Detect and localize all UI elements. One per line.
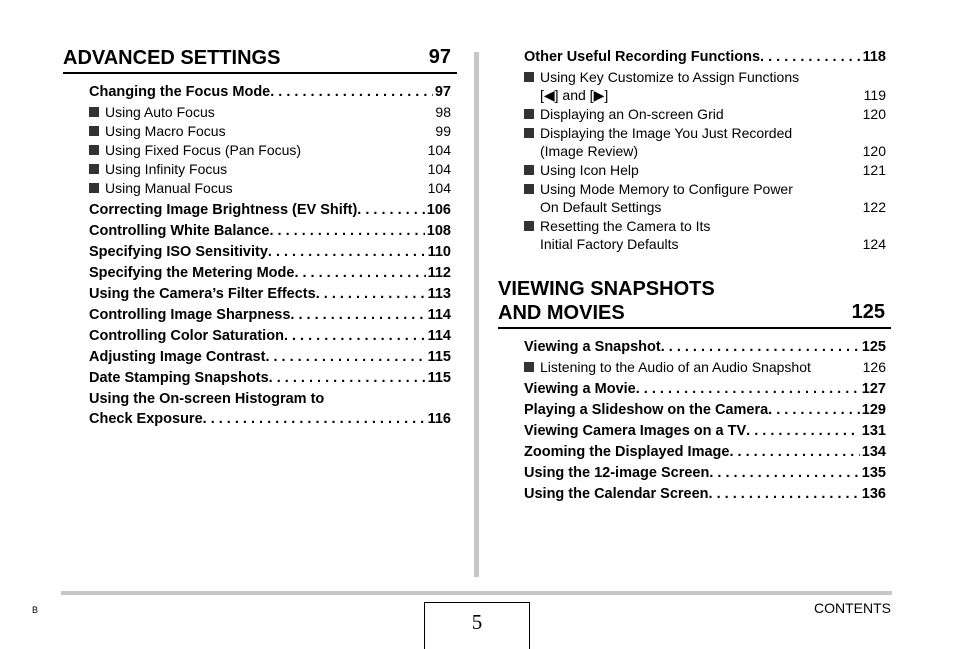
toc-subentry-title: Listening to the Audio of an Audio Snapshot (540, 359, 811, 375)
toc-subentry-page: 119 (863, 87, 886, 103)
footer-rule (61, 591, 892, 595)
toc-entry-page: 108 (426, 223, 451, 239)
toc-subentry-title: Using Infinity Focus (105, 161, 228, 177)
toc-subentry[interactable] (89, 103, 451, 121)
toc-entry[interactable] (524, 49, 886, 65)
toc-subentry[interactable] (524, 217, 886, 253)
toc-subentry-title: On Default Settings (540, 199, 662, 215)
toc-subentry[interactable] (89, 122, 451, 140)
bullet-square-icon (89, 107, 99, 117)
toc-entry-title: Using the 12-image Screen (524, 465, 710, 481)
toc-entry-title: Changing the Focus Mode (89, 84, 271, 100)
toc-subentry-title: Using Auto Focus (105, 104, 215, 120)
leader-dots (270, 84, 433, 100)
toc-entry[interactable] (524, 423, 886, 439)
toc-subentry[interactable] (524, 105, 886, 123)
toc-entry[interactable] (89, 244, 451, 260)
toc-entry[interactable] (524, 486, 886, 502)
bullet-square-icon (89, 126, 99, 136)
footer-contents-link[interactable]: CONTENTS (814, 600, 891, 616)
bullet-square-icon (89, 145, 99, 155)
toc-entry-title: Controlling Image Sharpness (89, 307, 291, 323)
toc-entry-page: 115 (427, 349, 451, 365)
toc-entry-page: 135 (861, 465, 886, 481)
toc-subentry[interactable] (524, 161, 886, 179)
toc-entry-title: Correcting Image Brightness (EV Shift) (89, 202, 358, 218)
toc-entry-title: Controlling White Balance (89, 223, 270, 239)
toc-subentry[interactable] (524, 68, 886, 104)
bullet-square-icon (524, 184, 534, 194)
toc-entry[interactable] (89, 223, 451, 239)
toc-entry-page: 118 (862, 49, 886, 65)
corner-mark: B (32, 605, 39, 615)
toc-entry[interactable] (89, 391, 451, 427)
toc-list-right (524, 339, 886, 502)
leader-dots (316, 286, 426, 302)
leader-dots (768, 402, 860, 418)
toc-subentry-title: [◀] and [▶] (540, 87, 609, 103)
leader-dots (265, 349, 425, 365)
section-title: ADVANCED SETTINGS (63, 47, 281, 69)
toc-entry-page: 97 (434, 84, 451, 100)
toc-entry-page: 115 (427, 370, 451, 386)
toc-entry-page: 131 (861, 423, 886, 439)
toc-subentry-page: 104 (427, 161, 451, 177)
toc-entry-page: 129 (861, 402, 886, 418)
toc-entry-page: 136 (861, 486, 886, 502)
toc-subentry[interactable] (89, 179, 451, 197)
toc-entry-title: Specifying ISO Sensitivity (89, 244, 268, 260)
toc-entry[interactable] (89, 265, 451, 281)
toc-entry-title: Viewing a Snapshot (524, 339, 661, 355)
toc-entry-title: Check Exposure (89, 411, 203, 427)
toc-subentry-title: Displaying an On-screen Grid (540, 106, 724, 122)
toc-entry-page: 106 (426, 202, 451, 218)
bullet-square-icon (524, 72, 534, 82)
toc-entry[interactable] (524, 339, 886, 355)
toc-subentry-title: Using Manual Focus (105, 180, 233, 196)
toc-subentry-page: 98 (435, 104, 451, 120)
bullet-square-icon (524, 362, 534, 372)
toc-subentry-title: Initial Factory Defaults (540, 236, 679, 252)
toc-subentry-page: 124 (862, 236, 886, 252)
bullet-square-icon (89, 183, 99, 193)
toc-entry-title: Specifying the Metering Mode (89, 265, 295, 281)
toc-entry-title-line1: Using the On-screen Histogram to (89, 391, 325, 407)
column-divider (474, 52, 479, 577)
toc-subentry-page: 104 (427, 142, 451, 158)
leader-dots (284, 328, 426, 344)
toc-subentry-page: 122 (862, 199, 886, 215)
toc-entry[interactable] (524, 381, 886, 397)
section-title-line1: VIEWING SNAPSHOTS (498, 278, 715, 300)
section-page: 125 (851, 301, 885, 323)
toc-entry[interactable] (89, 286, 451, 302)
toc-subentry[interactable] (89, 141, 451, 159)
toc-subentry[interactable] (89, 160, 451, 178)
leader-dots (269, 223, 424, 239)
toc-subentry[interactable] (524, 180, 886, 216)
toc-subentry-title: (Image Review) (540, 143, 639, 159)
leader-dots (268, 244, 426, 260)
leader-dots (760, 49, 861, 65)
leader-dots (661, 339, 860, 355)
toc-entry[interactable] (89, 349, 451, 365)
toc-subentry[interactable] (524, 124, 886, 160)
toc-subentry-title: Using Icon Help (540, 162, 639, 178)
page-number: 5 (424, 602, 530, 649)
toc-entry-title: Viewing Camera Images on a TV (524, 423, 747, 439)
toc-list-right-top (524, 49, 886, 253)
bullet-square-icon (524, 221, 534, 231)
leader-dots (746, 423, 860, 439)
toc-subentry-page: 120 (862, 106, 886, 122)
toc-subentry-title: Displaying the Image You Just Recorded (540, 125, 793, 141)
bullet-square-icon (524, 109, 534, 119)
toc-entry-page: 116 (427, 411, 451, 427)
toc-entry-page: 114 (427, 307, 451, 323)
leader-dots (709, 486, 860, 502)
toc-entry-title: Controlling Color Saturation (89, 328, 284, 344)
toc-subentry-title: Using Key Customize to Assign Functions (540, 69, 800, 85)
toc-entry-title: Other Useful Recording Functions (524, 49, 761, 65)
toc-entry-page: 125 (861, 339, 886, 355)
toc-entry[interactable] (89, 307, 451, 323)
toc-entry-title: Date Stamping Snapshots (89, 370, 269, 386)
toc-list-left (89, 84, 451, 427)
toc-entry-page: 134 (861, 444, 886, 460)
left-column (63, 46, 457, 427)
toc-entry[interactable] (89, 84, 451, 100)
bullet-square-icon (524, 128, 534, 138)
bullet-square-icon (89, 164, 99, 174)
section-page: 97 (428, 46, 451, 68)
toc-subentry-title: Using Macro Focus (105, 123, 226, 139)
toc-entry-page: 113 (427, 286, 451, 302)
leader-dots (729, 444, 859, 460)
toc-entry[interactable] (89, 202, 451, 218)
right-column (498, 46, 891, 502)
section-heading-viewing (498, 277, 891, 329)
toc-entry-title: Using the Camera’s Filter Effects (89, 286, 316, 302)
toc-entry-page: 110 (427, 244, 451, 260)
toc-subentry-title: Using Fixed Focus (Pan Focus) (105, 142, 302, 158)
toc-subentry-page: 121 (862, 162, 886, 178)
toc-subentry-page: 99 (435, 123, 451, 139)
bullet-square-icon (524, 165, 534, 175)
leader-dots (294, 265, 425, 281)
toc-subentry-title: Resetting the Camera to Its (540, 218, 711, 234)
toc-entry[interactable] (89, 328, 451, 344)
toc-subentry[interactable] (524, 358, 886, 376)
leader-dots (269, 370, 426, 386)
toc-entry-title: Playing a Slideshow on the Camera (524, 402, 769, 418)
toc-subentry-page: 126 (862, 359, 886, 375)
leader-dots (203, 411, 426, 427)
section-title-line2: AND MOVIES (498, 302, 625, 324)
section-heading-advanced-settings (63, 46, 457, 74)
toc-entry[interactable] (524, 444, 886, 460)
toc-entry-title: Viewing a Movie (524, 381, 636, 397)
leader-dots (357, 202, 425, 218)
toc-entry-title: Using the Calendar Screen (524, 486, 709, 502)
toc-subentry-page: 120 (862, 143, 886, 159)
toc-subentry-title: Using Mode Memory to Configure Power (540, 181, 793, 197)
toc-entry-page: 127 (861, 381, 886, 397)
toc-entry-title: Adjusting Image Contrast (89, 349, 266, 365)
toc-entry-page: 114 (427, 328, 451, 344)
leader-dots (709, 465, 859, 481)
toc-entry-title: Zooming the Displayed Image (524, 444, 730, 460)
toc-entry[interactable] (524, 465, 886, 481)
leader-dots (290, 307, 425, 323)
toc-entry-page: 112 (427, 265, 451, 281)
toc-entry[interactable] (524, 402, 886, 418)
leader-dots (636, 381, 860, 397)
toc-entry[interactable] (89, 370, 451, 386)
toc-subentry-page: 104 (427, 180, 451, 196)
